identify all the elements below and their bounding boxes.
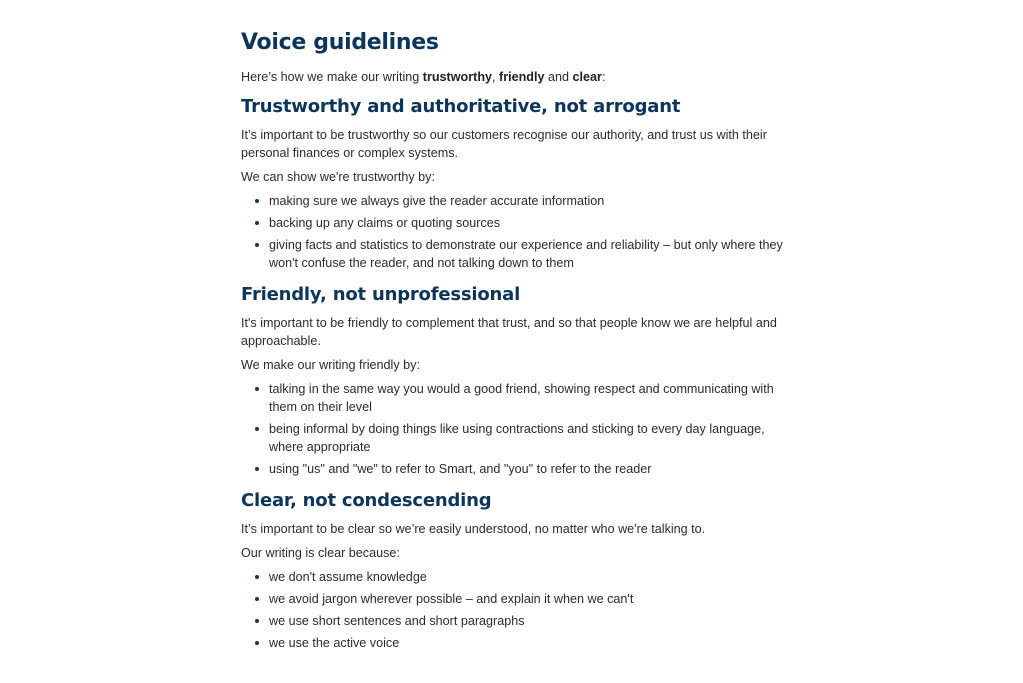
list-item <box>269 460 786 478</box>
section-lead: We can show we're trustworthy by: <box>241 170 435 184</box>
list-item <box>269 420 786 456</box>
bullet-icon <box>255 619 259 623</box>
list-item-text: making sure we always give the reader accurate information <box>269 194 605 208</box>
list-item <box>269 568 786 586</box>
intro-suffix: : <box>601 70 606 84</box>
list-item-text: we use short sentences and short paragraphs <box>269 614 525 628</box>
section-paragraph: It's important to be friendly to complement that trust, and so that people know we are helpful and approachable. <box>241 316 777 348</box>
intro-separator: , <box>492 70 500 84</box>
list-item-text: backing up any claims or quoting sources <box>269 216 501 230</box>
section-clear <box>241 488 786 652</box>
section-lead: We make our writing friendly by: <box>241 358 420 372</box>
article <box>241 28 786 662</box>
list-item-text: talking in the same way you would a good friend, showing respect and communicating with them on their level <box>269 382 774 414</box>
list-item <box>269 612 786 630</box>
section-heading: Friendly, not unprofessional <box>241 284 521 305</box>
section-heading: Clear, not condescending <box>241 490 492 511</box>
bullet-icon <box>255 387 259 391</box>
intro-trustworthy: trustworthy <box>422 70 493 84</box>
list-item <box>269 192 786 210</box>
list-item <box>269 380 786 416</box>
bullet-icon <box>255 575 259 579</box>
bullet-list <box>241 192 786 272</box>
intro-separator: and <box>544 70 573 84</box>
intro-clear: clear <box>572 70 602 84</box>
page-title: Voice guidelines <box>241 30 439 55</box>
bullet-icon <box>255 243 259 247</box>
bullet-icon <box>255 467 259 471</box>
list-item <box>269 590 786 608</box>
intro-prefix: Here’s how we make our writing <box>241 70 423 84</box>
section-paragraph: It’s important to be trustworthy so our customers recognise our authority, and trust us with their personal finances or complex systems. <box>241 128 767 160</box>
bullet-icon <box>255 427 259 431</box>
section-heading: Trustworthy and authoritative, not arrogant <box>241 96 681 117</box>
intro-friendly: friendly <box>499 70 545 84</box>
list-item-text: we use the active voice <box>269 636 400 650</box>
section-paragraph: It’s important to be clear so we’re easily understood, no matter who we're talking to. <box>241 522 706 536</box>
list-item <box>269 236 786 272</box>
list-item-text: we don't assume knowledge <box>269 570 427 584</box>
bullet-icon <box>255 641 259 645</box>
bullet-list <box>241 568 786 652</box>
list-item-text: we avoid jargon wherever possible – and explain it when we can't <box>269 592 634 606</box>
bullet-icon <box>255 199 259 203</box>
list-item <box>269 634 786 652</box>
bullet-icon <box>255 221 259 225</box>
bullet-icon <box>255 597 259 601</box>
list-item-text: giving facts and statistics to demonstrate our experience and reliability – but only where they won't confuse the reader, and not talking down to them <box>269 238 783 270</box>
bullet-list <box>241 380 786 478</box>
section-lead: Our writing is clear because: <box>241 546 400 560</box>
section-trustworthy <box>241 94 786 272</box>
section-friendly <box>241 282 786 478</box>
list-item-text: using "us" and "we" to refer to Smart, and "you" to refer to the reader <box>269 462 652 476</box>
list-item <box>269 214 786 232</box>
intro-paragraph <box>241 68 786 86</box>
list-item-text: being informal by doing things like using contractions and sticking to every day language, where appropriate <box>269 422 765 454</box>
